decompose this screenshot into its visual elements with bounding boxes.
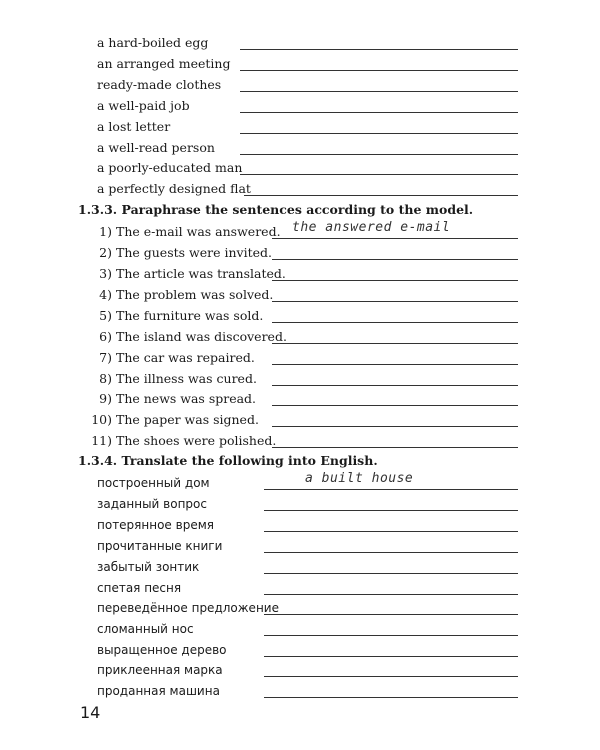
item-label: 10) The paper was signed. <box>91 412 259 427</box>
answer-line[interactable] <box>264 656 518 657</box>
section-heading: 1.3.4. Translate the following into English. <box>78 453 378 468</box>
list-item <box>0 266 600 287</box>
answer-line[interactable] <box>272 301 518 302</box>
list-item <box>0 391 600 412</box>
answer-line[interactable] <box>272 343 518 344</box>
answer-line[interactable] <box>272 259 518 260</box>
answer-line[interactable] <box>264 635 518 636</box>
answer-line[interactable] <box>264 510 518 511</box>
item-label: потерянное время <box>97 518 214 532</box>
item-label: спетая песня <box>97 581 182 595</box>
item-label: 11) The shoes were polished. <box>91 433 277 448</box>
list-item <box>0 433 600 454</box>
list-item <box>0 119 600 140</box>
item-label: a poorly-educated man <box>97 160 243 175</box>
list-item <box>0 538 600 559</box>
item-label: ready-made clothes <box>97 77 222 92</box>
list-item <box>0 56 600 77</box>
item-label: 9) The news was spread. <box>99 391 257 406</box>
item-label: 7) The car was repaired. <box>99 350 255 365</box>
answer-line[interactable] <box>272 364 518 365</box>
item-label: выращенное дерево <box>97 643 227 657</box>
list-item <box>0 35 600 56</box>
list-item <box>0 220 600 245</box>
list-item <box>0 683 600 704</box>
item-label: a well-read person <box>97 140 215 155</box>
item-label: проданная машина <box>97 684 220 698</box>
answer-line[interactable] <box>272 405 518 406</box>
item-label: a perfectly designed flat <box>97 181 251 196</box>
list-item <box>0 98 600 119</box>
item-label: построенный дом <box>97 476 210 490</box>
answer-line[interactable] <box>264 614 518 615</box>
item-label: 2) The guests were invited. <box>99 245 272 260</box>
item-label: an arranged meeting <box>97 56 231 71</box>
answer-line[interactable] <box>240 49 518 50</box>
list-item <box>0 308 600 329</box>
item-label: прочитанные книги <box>97 539 223 553</box>
list-item <box>0 181 600 202</box>
answer-line[interactable] <box>272 385 518 386</box>
list-item <box>0 517 600 538</box>
section-heading: 1.3.3. Paraphrase the sentences according to the model. <box>78 202 474 217</box>
list-item <box>0 600 600 621</box>
answer-line[interactable] <box>272 426 518 427</box>
list-item <box>0 559 600 580</box>
item-label: заданный вопрос <box>97 497 207 511</box>
answer-line[interactable] <box>244 195 518 196</box>
answer-line[interactable] <box>240 174 518 175</box>
item-label: 6) The island was discovered. <box>99 329 287 344</box>
item-label: приклеенная марка <box>97 663 223 677</box>
list-item <box>0 642 600 663</box>
answer-line[interactable] <box>264 676 518 677</box>
answer-line[interactable] <box>272 447 518 448</box>
item-label: забытый зонтик <box>97 560 200 574</box>
item-label: a well-paid job <box>97 98 190 113</box>
answer-line[interactable] <box>264 489 518 490</box>
answer-line[interactable] <box>240 112 518 113</box>
list-item <box>0 580 600 601</box>
answer-line[interactable] <box>240 91 518 92</box>
answer-line[interactable] <box>264 573 518 574</box>
item-label: 8) The illness was cured. <box>99 371 257 386</box>
answer-line[interactable] <box>264 594 518 595</box>
item-label: сломанный нос <box>97 622 194 636</box>
item-label: 5) The furniture was sold. <box>99 308 264 323</box>
answer-line[interactable] <box>272 238 518 239</box>
list-item <box>0 662 600 683</box>
list-item <box>0 77 600 98</box>
list-item <box>0 471 600 496</box>
list-item <box>0 329 600 350</box>
answer-line[interactable] <box>264 697 518 698</box>
list-item <box>0 287 600 308</box>
answer-line[interactable] <box>272 280 518 281</box>
list-item <box>0 160 600 181</box>
item-label: 4) The problem was solved. <box>99 287 274 302</box>
item-label: a hard-boiled egg <box>97 35 209 50</box>
item-label: переведённое предложение <box>97 601 279 615</box>
answer-line[interactable] <box>272 322 518 323</box>
answer-line[interactable] <box>264 552 518 553</box>
answer-line[interactable] <box>240 70 518 71</box>
answer-line[interactable] <box>240 154 518 155</box>
list-item <box>0 245 600 266</box>
list-item <box>0 496 600 517</box>
list-item <box>0 371 600 392</box>
item-label: 1) The e-mail was answered. <box>99 224 281 239</box>
answer-line[interactable] <box>264 531 518 532</box>
answer-line[interactable] <box>240 133 518 134</box>
handwritten-answer: the answered e-mail <box>292 220 451 235</box>
list-item <box>0 412 600 433</box>
list-item <box>0 621 600 642</box>
handwritten-answer: a built house <box>305 471 414 486</box>
list-item <box>0 140 600 161</box>
item-label: a lost letter <box>97 119 171 134</box>
item-label: 3) The article was translated. <box>99 266 286 281</box>
page-number: 14 <box>80 703 101 722</box>
list-item <box>0 350 600 371</box>
